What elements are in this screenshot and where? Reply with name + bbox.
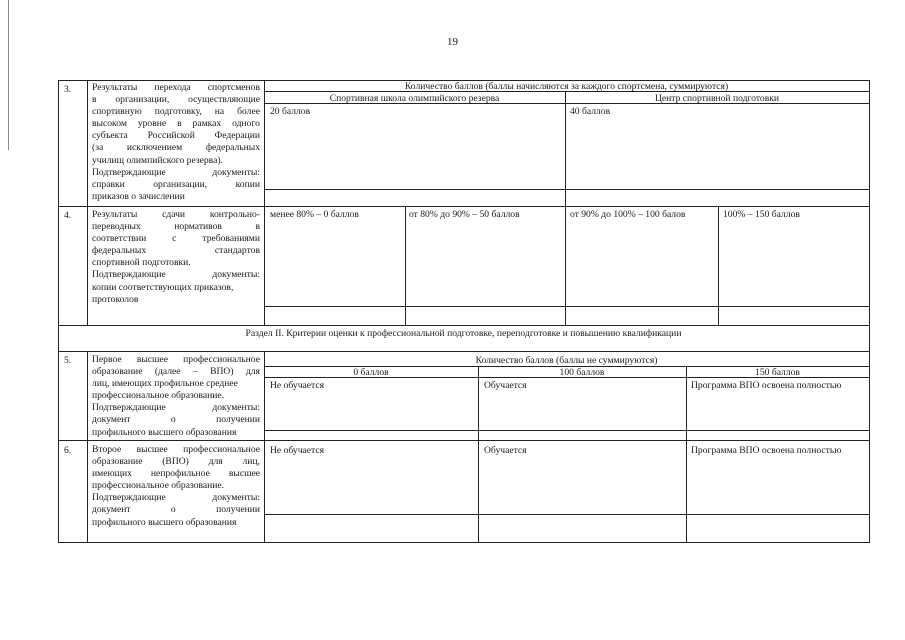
description-line [92,378,260,390]
word: копии [235,178,260,190]
word: профессиональное [183,354,260,365]
description-line [92,354,260,366]
inner-rule [264,514,870,515]
word: одного [232,118,260,130]
word: в [255,221,260,233]
word: (далее [154,366,181,378]
word: Второе [92,444,122,455]
section-title: Раздел II. Критерии оценки к профессиональной подготовке, переподготовке и повышению квалификации [245,328,682,339]
description-line [92,468,260,480]
word: перехода [154,82,191,93]
row-border [58,542,870,543]
row-border [58,440,870,441]
word: на [214,106,225,118]
description-line [92,269,260,281]
word: профильного высшего образования [92,516,237,528]
description-line [92,480,260,492]
score-value: 100% – 150 баллов [723,209,800,220]
word: спортсменов [207,82,260,93]
score-value: Не обучается [270,380,325,391]
word: Подтверждающие [92,269,166,281]
word: профессиональное [183,444,260,455]
word: нормативов [174,221,222,233]
word: документ [92,504,131,516]
word: субъекта [92,130,128,142]
word: образование [92,456,143,468]
description-line [92,294,260,306]
criterion-description [92,209,260,306]
criterion-description [92,444,260,529]
word: федеральных [92,245,147,257]
word: училищ олимпийского резерва). [92,154,223,166]
word: Результаты [92,82,138,93]
word: лиц, [242,456,260,468]
word: контрольно- [209,209,260,220]
word: уровне [137,118,167,130]
word: профильного высшего образования [92,426,237,438]
word: – [192,366,198,378]
description-line [92,282,260,294]
description-line [92,427,260,439]
word: для [245,366,260,378]
word: с [172,233,177,245]
word: имеющих [92,468,132,480]
score-value: от 90% до 100% – 100 балов [570,209,686,220]
score-value: Обучается [484,445,527,456]
col-border [405,206,406,326]
score-value: Программа ВПО освоена полностью [691,380,842,391]
word: документы: [212,269,260,281]
word: ВПО) [210,366,234,378]
description-line [92,366,260,378]
criterion-description [92,354,260,439]
criterion-description [92,82,260,203]
word: в [177,118,182,130]
word: спортивную [92,106,142,118]
word: документы: [212,492,260,504]
description-line [92,444,260,456]
subheader-training-center: Центр спортивной подготовки [654,93,780,104]
col-border [87,351,88,543]
row-border [58,206,870,207]
word: Подтверждающие [92,492,166,504]
description-line [92,118,260,130]
description-line [92,492,260,504]
word: стандартов [214,245,260,257]
word: документ [92,414,131,426]
col-border [565,91,566,207]
score-value: Программа ВПО освоена полностью [691,445,842,456]
row-number: 5. [64,355,72,366]
col-border [565,206,566,326]
description-line [92,233,260,245]
inner-rule [264,430,870,431]
word: протоколов [92,293,139,305]
word: о [170,414,176,426]
subheader-0-points: 0 баллов [353,367,389,378]
word: получении [216,504,260,516]
word: соответствии [92,233,147,245]
word: переводных [92,221,141,233]
col-border [718,206,719,326]
word: Российской [147,130,195,142]
word: Подтверждающие [92,402,166,414]
table-left-border [58,80,59,543]
subheader-olympic-school: Спортивная школа олимпийского резерва [329,93,500,104]
score-value: 40 баллов [570,106,611,117]
word: для [208,456,223,468]
word: осуществляющие [188,94,260,106]
score-header: Количество баллов (баллы начисляются за каждого спортсмена, суммируются) [404,81,729,92]
description-line [92,402,260,414]
word: профессиональное образование. [92,390,225,402]
table-right-border [869,80,870,543]
description-line [92,414,260,426]
description-line [92,179,260,191]
col-border [686,366,687,543]
word: подготовку, [154,106,202,118]
word: организации, [115,94,170,106]
word: о [170,504,176,516]
description-line [92,155,260,167]
description-line [92,517,260,529]
word: сдачи [162,209,186,220]
word: требованиями [202,233,260,245]
word: профессиональное образование. [92,480,225,492]
word: получении [216,414,260,426]
description-line [92,504,260,516]
word: приказов о зачислении [92,190,185,202]
margin-line [8,0,9,150]
col-border [478,366,479,543]
score-value: 20 баллов [270,106,311,117]
col-border [87,80,88,326]
row-border [58,325,870,326]
word: образование [92,366,143,378]
word: (за [92,142,104,154]
page-number: 19 [447,36,458,48]
inner-rule [264,189,870,190]
word: организации, [153,178,208,190]
description-line [92,456,260,468]
word: Федерации [214,130,260,142]
description-line [92,209,260,221]
word: более [237,106,260,118]
row-number: 4. [64,210,72,221]
word: Результаты [92,209,138,220]
row-number: 6. [64,445,72,456]
score-header: Количество баллов (баллы не суммируются) [475,355,658,366]
description-line [92,257,260,269]
word: справки [92,178,125,190]
description-line [92,390,260,402]
description-line [92,82,260,94]
word: в [92,94,97,106]
row-number: 3. [64,84,72,95]
description-line [92,106,260,118]
description-line [92,94,260,106]
word: высоком [92,118,127,130]
word: документы: [212,166,260,178]
score-value: Обучается [484,380,527,391]
word: Подтверждающие [92,166,166,178]
word: (ВПО) [162,456,189,468]
subheader-150-points: 150 баллов [755,367,800,378]
word: копии соответствующих приказов, [92,281,234,293]
row-border [58,351,870,352]
description-line [92,221,260,233]
word: спортивной подготовки. [92,257,191,269]
word: документы: [212,402,260,414]
description-line [92,245,260,257]
word: высшее [136,444,168,455]
word: федеральных [205,142,260,154]
word: лиц, имеющих профильное среднее [92,378,238,390]
word: непрофильное [150,468,210,480]
col-border [264,80,265,326]
subheader-100-points: 100 баллов [559,367,605,378]
description-line [92,130,260,142]
word: высшее [228,468,260,480]
description-line [92,191,260,203]
word: высшее [136,354,168,365]
word: рамках [192,118,222,130]
description-line [92,142,260,154]
word: Первое [92,354,122,365]
score-value: от 80% до 90% – 50 баллов [409,209,520,220]
inner-rule [264,306,870,307]
score-value: Не обучается [270,445,325,456]
score-value: менее 80% – 0 баллов [270,209,359,220]
word: исключением [126,142,183,154]
description-line [92,167,260,179]
